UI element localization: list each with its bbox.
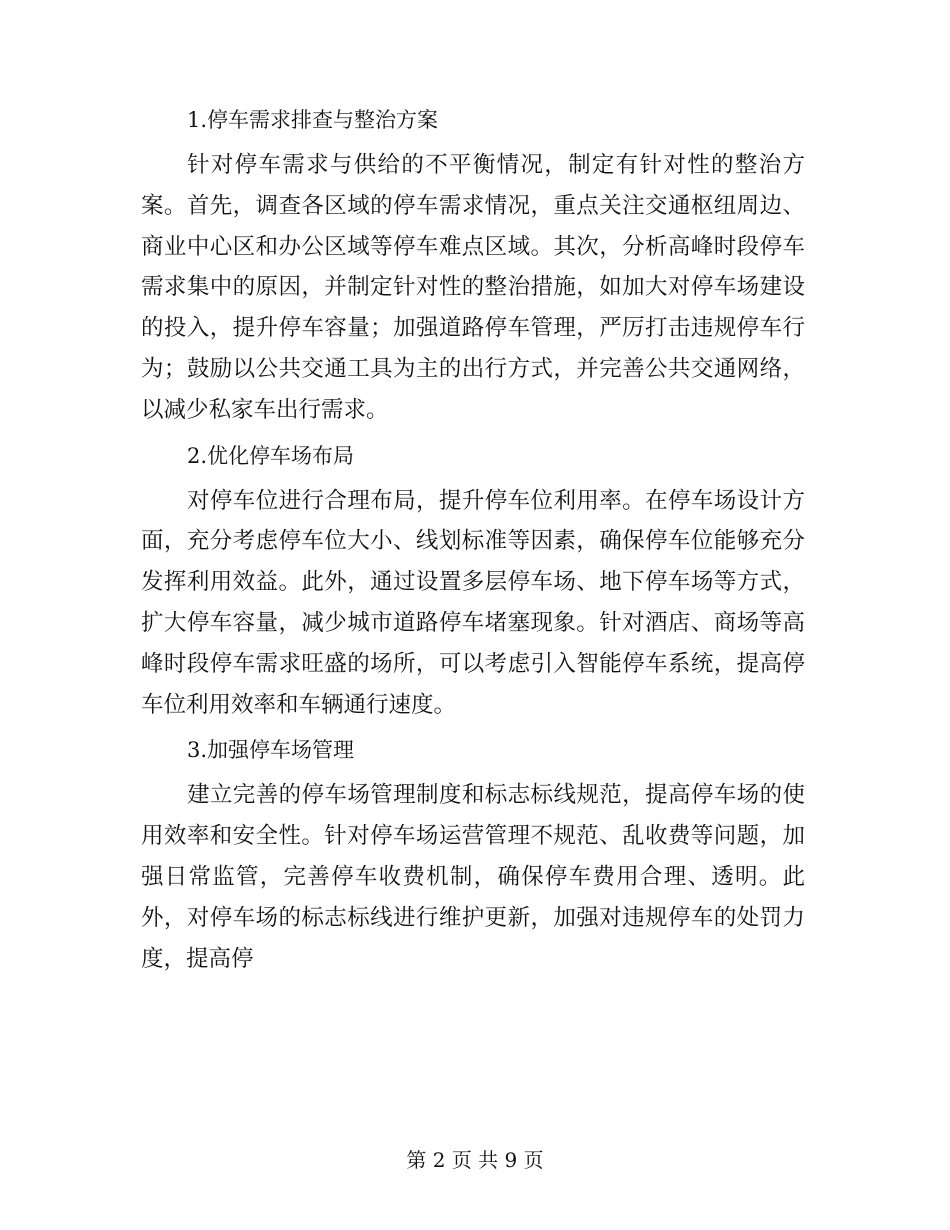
section-heading: 2.优化停车场布局 [187, 443, 355, 468]
section-heading: 3.加强停车场管理 [187, 738, 355, 763]
section-paragraph: 针对停车需求与供给的不平衡情况，制定有针对性的整治方案。首先，调查各区域的停车需求情况，重点关注交通枢纽周边、商业中心区和办公区域等停车难点区域。其次，分析高峰时段停车需求集中的原因，并制定针对性的整治措施，如加大对停车场建设的投入，提升停车容量；加强道路停车管理，严厉打击违规停车行为；鼓励以公共交通工具为主的出行方式，并完善公共交通网络，以减少私家车出行需求。 [141, 152, 805, 423]
page-number-footer: 第 2 页 共 9 页 [406, 1148, 544, 1172]
section-paragraph: 对停车位进行合理布局，提升停车位利用率。在停车场设计方面，充分考虑停车位大小、线划标准等因素，确保停车位能够充分发挥利用效益。此外，通过设置多层停车场、地下停车场等方式，扩大停车容量，减少城市道路停车堵塞现象。针对酒店、商场等高峰时段停车需求旺盛的场所，可以考虑引入智能停车系统，提高停车位利用效率和车辆通行速度。 [141, 487, 805, 718]
section-paragraph: 建立完善的停车场管理制度和标志标线规范，提高停车场的使用效率和安全性。针对停车场运营管理不规范、乱收费等问题，加强日常监管，完善停车收费机制，确保停车费用合理、透明。此外，对停车场的标志标线进行维护更新，加强对违规停车的处罚力度，提高停 [141, 782, 805, 972]
document-page [141, 100, 805, 979]
section-heading: 1.停车需求排查与整治方案 [187, 108, 439, 132]
